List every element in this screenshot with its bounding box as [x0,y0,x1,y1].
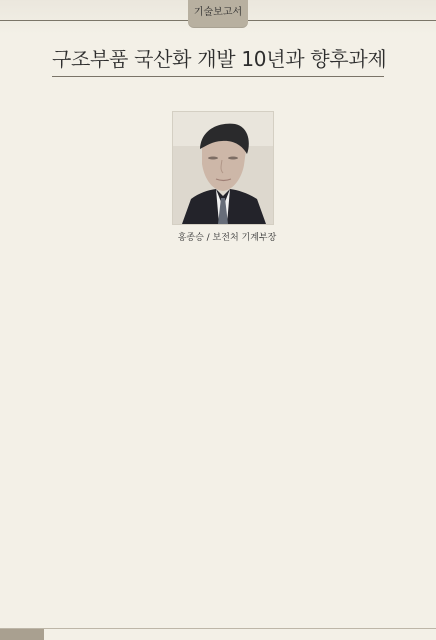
page-number-tab [0,629,44,640]
portrait-image [173,112,273,224]
right-column [306,124,424,600]
middle-column [164,288,292,606]
section-label: 기술보고서 [193,7,243,18]
portrait-caption: 홍종승 / 보전처 기계부장 [177,233,277,243]
author-portrait [172,111,274,225]
page-title: 구조부품 국산화 개발 10년과 향후과제 [52,47,387,71]
footer-rule [0,628,436,629]
section-tab [188,0,248,28]
header-rule-left [0,20,188,21]
header-rule-right [248,20,436,21]
title-rule [52,76,384,77]
left-column [32,124,150,600]
